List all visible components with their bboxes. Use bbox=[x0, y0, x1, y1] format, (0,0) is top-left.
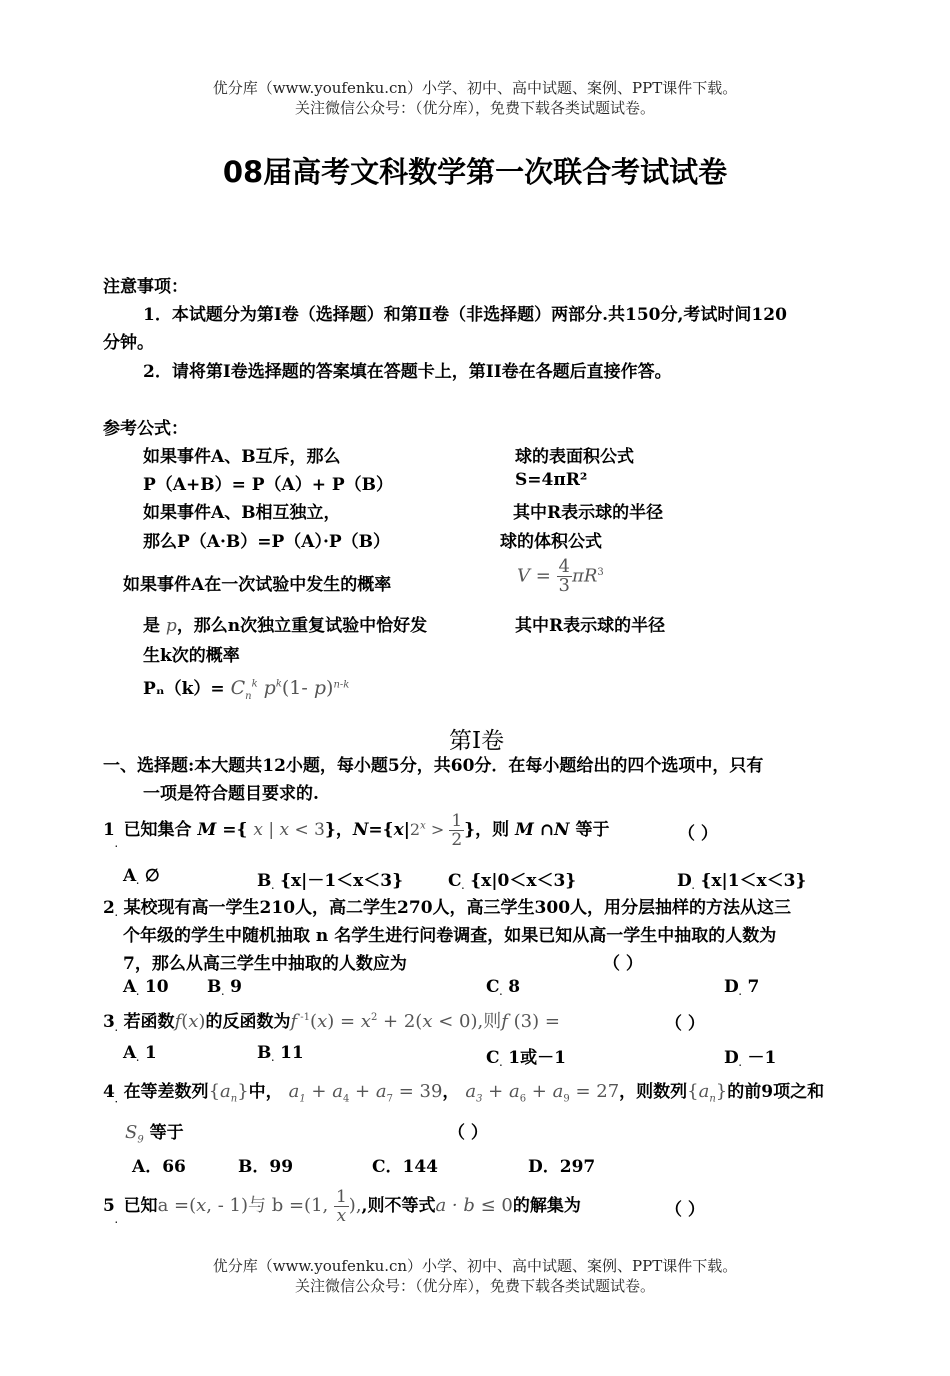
formula-left-4: 那么P（A·B）=P（A）·P（B） bbox=[143, 532, 391, 552]
q3-option-a[interactable]: A. 1 bbox=[123, 1043, 157, 1063]
q1-option-a[interactable]: A. ∅ bbox=[123, 866, 160, 886]
formula-left-2: P（A+B）= P（A）+ P（B） bbox=[143, 475, 394, 495]
section-intro-line2: 一项是符合题目要求的. bbox=[143, 784, 319, 804]
formula-left-5: 如果事件A在一次试验中发生的概率 bbox=[123, 575, 392, 595]
q3-option-c[interactable]: C. 1或－1 bbox=[486, 1048, 566, 1068]
section-intro-line1: 一、选择题:本大题共12小题，每小题5分，共60分．在每小题给出的四个选项中，只有 bbox=[103, 756, 764, 776]
formula-right-2: S=4πR² bbox=[515, 470, 588, 490]
sphere-volume-formula: V = $\frac{4}{3}$ $\pi R^3$ bbox=[517, 556, 604, 596]
question-3: 3. 若函数f(x)的反函数为f $^{-1}(x) = x^2 + 2(x < 0)$,则f (3) = bbox=[103, 1011, 560, 1033]
question-3-answer-paren: （ ） bbox=[665, 1014, 705, 1034]
formula-left-3: 如果事件A、B相互独立， bbox=[143, 503, 341, 523]
formula-binomial: $P_n(k)= C_n^k$ $p^k(1-$ p)$^{n-k}$ bbox=[143, 677, 350, 702]
page-footer-line2: 关注微信公众号：（优分库），免费下载各类试题试卷。 bbox=[294, 1277, 655, 1295]
notice-item1-cont: 分钟。 bbox=[103, 333, 154, 353]
formula-left-1: 如果事件A、B互斥，那么 bbox=[143, 447, 341, 467]
q2-option-c[interactable]: C. 8 bbox=[486, 977, 521, 997]
question-2-answer-paren: （ ） bbox=[603, 954, 643, 974]
formula-right-3: 其中R表示球的半径 bbox=[513, 503, 664, 523]
notice-item1: 1．本试题分为第Ⅰ卷（选择题）和第Ⅱ卷（非选择题）两部分.共150分,考试时间120 bbox=[143, 305, 787, 325]
formula-left-7: 生k次的概率 bbox=[143, 646, 240, 666]
page-header-line2: 关注微信公众号：（优分库），免费下载各类试题试卷。 bbox=[294, 99, 655, 117]
question-2-line2: 个年级的学生中随机抽取 n 名学生进行问卷调查，如果已知从高一学生中抽取的人数为 bbox=[123, 926, 777, 946]
q4-option-c[interactable]: C．144 bbox=[372, 1157, 439, 1177]
page-header-line1: 优分库（www.youfenku.cn）小学、初中、高中试题、案例、PPT课件下载。 bbox=[212, 79, 738, 97]
q1-option-c[interactable]: C. {x|0＜x＜3} bbox=[448, 871, 577, 891]
question-2-line3: 7，那么从高三学生中抽取的人数应为 bbox=[123, 954, 407, 974]
question-1: 1. 已知集合 M ={ x | x < 3}，$N=\{x|2^x$ > $\frac{1}{2}$ }，则 M ∩N 等于 bbox=[103, 811, 610, 850]
page-title: 08届高考文科数学第一次联合考试试卷 bbox=[222, 155, 728, 189]
question-2: 2. 某校现有高一学生210人，高二学生270人，高三学生300人，用分层抽样的方法从这三 bbox=[103, 898, 792, 918]
question-5: 5. 已知a =(x, - 1)与 b =(1, $\frac{1}{x}$ ),,则不等式a · b ≤ 0的解集为 bbox=[103, 1187, 581, 1226]
q1-option-b[interactable]: B. {x|－1＜x＜3} bbox=[257, 871, 404, 891]
q2-option-a[interactable]: A. 10 bbox=[123, 977, 169, 997]
section-title: 第Ⅰ卷 bbox=[449, 728, 505, 754]
formula-right-1: 球的表面积公式 bbox=[515, 447, 634, 467]
question-4-line2: $S_9$ 等于 bbox=[125, 1122, 184, 1146]
q2-option-d[interactable]: D. 7 bbox=[724, 977, 760, 997]
q1-option-d[interactable]: D. {x|1＜x＜3} bbox=[677, 871, 807, 891]
notice-heading: 注意事项： bbox=[103, 277, 188, 297]
notice-item2: 2．请将第I卷选择题的答案填在答题卡上，第II卷在各题后直接作答。 bbox=[143, 362, 672, 382]
q4-option-d[interactable]: D．297 bbox=[528, 1157, 596, 1177]
page-footer-line1: 优分库（www.youfenku.cn）小学、初中、高中试题、案例、PPT课件下载。 bbox=[212, 1257, 738, 1275]
q4-option-a[interactable]: A．66 bbox=[132, 1157, 186, 1177]
q4-option-b[interactable]: B．99 bbox=[238, 1157, 294, 1177]
q3-option-b[interactable]: B. 11 bbox=[257, 1043, 304, 1063]
question-4-answer-paren: （ ） bbox=[448, 1123, 488, 1143]
question-5-answer-paren: （ ） bbox=[665, 1200, 705, 1220]
formula-left-6: 是 p，那么n次独立重复试验中恰好发 bbox=[143, 616, 428, 636]
q3-option-d[interactable]: D. －1 bbox=[724, 1048, 777, 1068]
formula-right-4: 球的体积公式 bbox=[500, 532, 602, 552]
formula-right-6: 其中R表示球的半径 bbox=[515, 616, 666, 636]
question-4: 4. 在等差数列$\{a_n\}$中， $a_1 + a_4 + a_7 = 39$， $a_3 + a_6 + a_9 = 27$，则数列$\{a_n\}$的前9项之和 bbox=[103, 1081, 825, 1105]
q2-option-b[interactable]: B. 9 bbox=[207, 977, 242, 997]
formulas-heading: 参考公式： bbox=[103, 419, 188, 439]
question-1-answer-paren: （ ） bbox=[678, 824, 718, 844]
